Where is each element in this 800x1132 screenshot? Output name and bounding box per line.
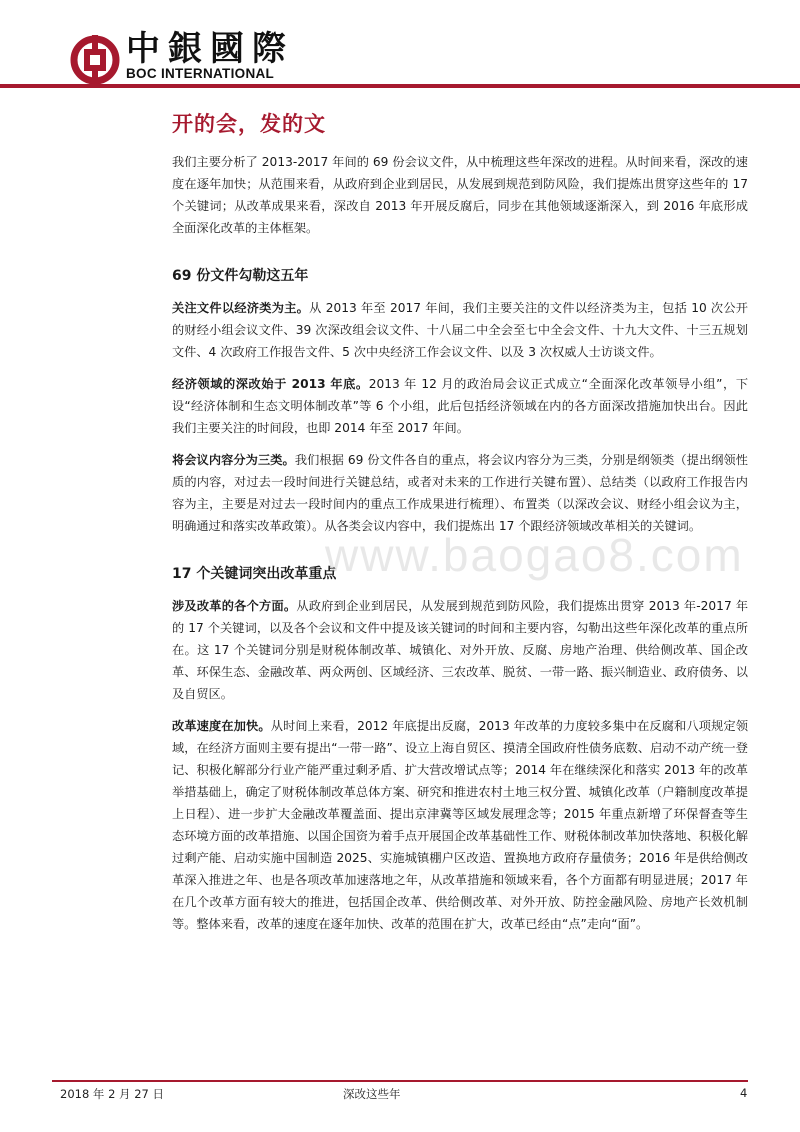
paragraph-text: 从 2013 年至 2017 年间，我们主要关注的文件以经济类为主，包括 10 次公开的财经小组会议文件、39 次深改组会议文件、十八届二中全会至七中全会文件、十九大文件、十三五规划文件、4 次政府工作报告文件、5 次中央经济工作会议文件、以及 3 次权威人士访谈文件。 — [172, 301, 748, 359]
logo-chinese-name: 中銀國際 — [126, 29, 294, 69]
section-2-paragraph-2 — [172, 715, 748, 935]
paragraph-lead: 涉及改革的各个方面。 — [172, 599, 297, 613]
paragraph-lead: 改革速度在加快。 — [172, 719, 271, 733]
paragraph-lead: 关注文件以经济类为主。 — [172, 301, 310, 315]
footer-page-number: 4 — [740, 1086, 748, 1100]
paragraph-text: 从时间上来看，2012 年底提出反腐，2013 年改革的力度较多集中在反腐和八项规定领域，在经济方面则主要有提出“一带一路”、设立上海自贸区、摸清全国政府性债务底数、启动不动产统一登记、积极化解部分行业产能严重过剩矛盾、扩大营改增试点等；2014 年在继续深化和落实 2013 年的改革举措基础上，确定了财税体制改革总体方案、研究和推进农村土地三权分置、城镇化改革（户籍制度改革提上日程）、进一步扩大金融改革覆盖面、提出京津冀等区域发展理念等；2015 年重点新增了环保督查等生态环境方面的改革措施、以国企国资为着手点开展国企改革基础性工作、财税体制改革加快落地、积极化解过剩产能、启动实施中国制造 2025、实施城镇棚户区改造、置换地方政府存量债务；2016 年是供给侧改革深入推进之年、也是各项改革加速落地之年，从改革措施和领域来看，各个方面都有明显进展；2017 年在几个改革方面有较大的推进，包括国企改革、供给侧改革、对外开放、防控金融风险、房地产长效机制等。整体来看，改革的速度在逐年加快、改革的范围在扩大，改革已经由“点”走向“面”。 — [172, 719, 749, 931]
page-title: 开的会，发的文 — [172, 112, 326, 136]
header-divider — [0, 84, 800, 88]
section-1-paragraph-3 — [172, 449, 748, 537]
footer-document-title: 深改这些年 — [343, 1087, 401, 1101]
watermark: www.baogao8.com — [325, 529, 744, 581]
paragraph-text: 从政府到企业到居民，从发展到规范到防风险，我们提炼出贯穿 2013 年-2017 年的 17 个关键词，以及各个会议和文件中提及该关键词的时间和主要内容，勾勒出这些年深化改革的重点所在。这 17 个关键词分别是财税体制改革、城镇化、对外开放、反腐、房地产治理、供给侧改革、国企改革、环保生态、金融改革、两众两创、区域经济、三农改革、脱贫、一带一路、振兴制造业、政府债务、以及自贸区。 — [172, 599, 749, 701]
paragraph-lead: 将会议内容分为三类。 — [172, 453, 295, 467]
footer-divider — [52, 1080, 748, 1082]
footer-date: 2018 年 2 月 27 日 — [60, 1087, 164, 1101]
boc-logo-icon — [70, 35, 120, 85]
logo-english-name: BOC INTERNATIONAL — [126, 66, 275, 81]
section-1-paragraph-2 — [172, 373, 748, 439]
intro-paragraph: 我们主要分析了 2013-2017 年间的 69 份会议文件，从中梳理这些年深改的进程。从时间来看，深改的速度在逐年加快；从范围来看，从政府到企业到居民，从发展到规范到防风险，我们提炼出贯穿这些年的 17 个关键词；从改革成果来看，深改自 2013 年开展反腐后，同步在其他领域逐渐深入，到 2016 年底形成全面深化改革的主体框架。 — [172, 155, 748, 235]
section-2-paragraph-1 — [172, 595, 748, 705]
section-1-title: 69 份文件勾勒这五年 — [172, 268, 309, 284]
page-header — [0, 0, 800, 96]
paragraph-text: 我们根据 69 份文件各自的重点，将会议内容分为三类，分别是纲领类（提出纲领性质的内容，对过去一段时间进行关键总结，或者对未来的工作进行关键布置）、总结类（以政府工作报告内容为主，主要是对过去一段时间内的重点工作成果进行梳理）、布置类（以深改会议、财经小组会议为主，明确通过和落实改革政策）。从各类会议内容中，我们提炼出 17 个跟经济领域改革相关的关键词。 — [172, 453, 748, 533]
paragraph-lead: 经济领域的深改始于 2013 年底。 — [172, 377, 369, 391]
section-2-title: 17 个关键词突出改革重点 — [172, 566, 337, 582]
paragraph-text: 2013 年 12 月的政治局会议正式成立“全面深化改革领导小组”，下设“经济体制和生态文明体制改革”等 6 个小组，此后包括经济领域在内的各方面深改措施加快出台。因此我们主要关注的时间段，也即 2014 年至 2017 年间。 — [172, 377, 749, 435]
section-1-paragraph-1 — [172, 297, 748, 363]
